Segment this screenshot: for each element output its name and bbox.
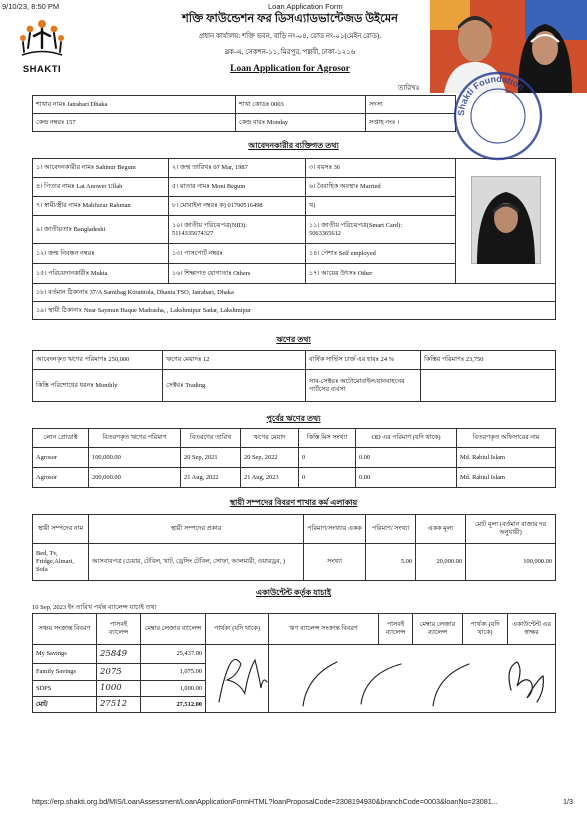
table-cell: 0.00 [356,468,457,488]
week-number-field [366,114,456,132]
field-label: কেন্দ্র বারঃ [239,118,266,126]
column-header: স্থায়ী সম্পদের প্রকার [89,515,304,544]
field-value: 5063365612 [309,229,341,237]
heading-text: আবেদনকারীর ব্যক্তিগত তথ্য [248,141,339,150]
column-header: বিতরণকৃত ঋণের পরিমাণ [89,429,181,448]
field-value: 157 [65,118,76,126]
branch-info-table [32,95,456,132]
field-value: 24 % [380,356,394,363]
field-label: ঋণের মেয়াদঃ [166,356,202,363]
field-value: । [396,118,400,126]
field-label: সদস্য [369,100,383,108]
field-label: ১৫। পরিচয়দানকারীঃ [36,269,90,277]
field-label: খ) [309,202,316,209]
heading-text: পুর্বের ঋণের তথ্য [266,414,321,423]
field-value: 07 Mar, 1987 [213,164,248,171]
table-cell: Agrosor [33,468,89,488]
table-cell: আসবাবপত্র (চেয়ার, টেবিল, খাট, ড্রেসিং টেবিল, সোফা, আলমারী, ওয়ারড্রব, ) [89,544,304,581]
field-label: ১৯। স্থায়ী ঠিকানাঃ [36,306,83,314]
field-label: ১১। জাতীয় পরিচয়পত্র(Smart Card): [309,221,402,229]
table-cell: 200,000.00 [89,468,181,488]
birth-registration-field [33,244,169,264]
field-value: Self employed [338,249,376,257]
ledger-balance: 25,437.00 [141,645,206,664]
heading-text: স্থায়ী সম্পদের বিবরণ শাখার কর্ম এলাকায় [229,498,358,507]
shakti-figures-icon [18,18,66,58]
table-cell: সংখ্যা [304,544,366,581]
loan-info-heading [32,334,555,347]
verification-date-line: 10 Sep, 2023 ইং তারিখ পর্যন্ত ব্যালেন্স যাচাই তথ্য [32,604,157,611]
field-label: সেক্টরঃ [166,381,184,389]
field-label: সাব-সেক্টরঃ [309,377,339,385]
column-header: ঋণ ব্যালেন্স সংক্রান্ত বিবরণ [269,614,379,645]
table-cell: 0 [299,448,356,468]
column-header: স্থায়ী সম্পদের নাম [33,515,89,544]
previous-loans-heading [32,413,555,426]
field-label: শাখা কোডঃ [239,100,270,108]
field-label: ১৩। পাসপোর্ট নম্বরঃ [172,249,223,257]
present-address-field [33,284,556,302]
table-cell: 100,000.00 [466,544,556,581]
check-curve-3 [433,664,469,706]
field-value: Monthly [95,381,118,389]
column-header: পরিমাণ/সংখ্যার একক [304,515,366,544]
field-value: 250,000 [108,356,130,363]
column-header: পরিমাণ/ সংখ্যা [366,515,416,544]
field-value: 5114335674327 [172,229,214,237]
verification-heading [32,587,555,600]
print-page-title: Loan Application Form [268,2,343,11]
shakti-foundation-stamp [452,70,544,162]
applied-amount-field [33,351,163,370]
field-label: আবেদনকৃত ঋণের পরিমাণঃ [36,356,107,363]
column-header: মেম্বার লেজার ব্যালেন্স [413,614,463,645]
field-value: Bangladeshi [73,225,106,233]
installment-amount-field [421,351,556,370]
field-label: ৬। বৈবাহিক অবস্থাঃ [309,183,359,190]
field-value: Moni Begum [211,183,246,190]
empty-cell [421,370,556,402]
loan-info-table [32,350,556,402]
applicant-name-field [33,159,169,178]
field-label: ১৬। শিক্ষাগত যোগ্যতাঃ [172,269,232,277]
column-header: কিস্তি মিস সংখ্যা [299,429,356,448]
field-label: কিস্তি পরিশোধের ধরনঃ [36,381,94,389]
org-address-line1: প্রধান কার্যালয়: শক্তি ভবন, বাড়ি নং-০৪, রোড নং-০১(মেইন রোড). [198,32,382,40]
field-value: Mahfuzur Rahman [82,202,131,209]
column-header: পাসবই ব্যালেন্স [97,614,141,645]
field-label: ১৭। আয়ের উৎসঃ [309,269,357,277]
field-value: অটোমোবাইল/যানবাহনের পার্টসের ব্যবসা [309,377,405,393]
table-cell: 0 [299,468,356,488]
column-header: মেম্বার লেজার ব্যালেন্স [141,614,206,645]
field-label: ১২। জন্ম নিবন্ধন নম্বরঃ [36,249,95,257]
field-value: 37/A Samibag Koratitola, Dhania TSO, Jatrabari, Dhaka [89,288,234,296]
field-label: ৫। মাতার নামঃ [172,183,210,190]
service-charge-field [306,351,421,370]
table-row [33,448,556,468]
savings-name: SDPS [33,681,97,697]
personal-info-table [32,158,556,320]
field-label: বার্ষিক সার্ভিস চার্জ এর হারঃ [309,356,380,363]
column-header: মোট মূল্য (বর্তমান বাজার দর অনুযায়ী) [466,515,556,544]
field-value: Other [357,269,373,277]
column-header: বিতরণের তারিখ [181,429,241,448]
savings-total-label: মোট [33,697,97,713]
table-cell: 100,000.00 [89,448,181,468]
table-cell: Agrosor [33,448,89,468]
field-value: Trading [185,381,206,389]
field-value: Others [233,269,251,277]
assets-table [32,514,556,581]
footer-page-number: 1/3 [563,797,573,806]
stamp-text: Shakti Foundation [455,73,527,117]
mother-name-field [169,178,306,197]
field-value: Near Saymun Haque Madrasha, , Lakshmipur Sadar, Lakshmipur [83,306,251,314]
field-label: ১০। জাতীয় পরিচয়পত্র(NID): [172,221,248,229]
branch-name-field [33,96,236,114]
table-cell: 20 Sep, 2022 [241,448,299,468]
birth-date-field [169,159,306,178]
sector-field [163,370,306,402]
mobile-number-b-field [306,197,456,216]
table-row [33,468,556,488]
field-value: 12 [202,356,210,363]
heading-text: ঋণের তথ্য [276,335,311,344]
previous-loans-table [32,428,556,488]
column-header: সঞ্চয় সংক্রান্ত বিবরণ [33,614,97,645]
loan-duration-field [163,351,306,370]
ledger-balance: 1,075.00 [141,664,206,681]
heading-text: একাউন্টেন্ট কর্তৃক যাচাই [256,588,331,597]
date-label: তারিখঃ [398,84,420,92]
field-label: ৭। স্বামী/স্ত্রীর নামঃ [36,202,81,209]
column-header: পার্থক্য (যদি থাকে) [206,614,269,645]
logo-text: SHAKTI [22,64,62,75]
mobile-number-a-field [169,197,306,216]
field-label: শাখার নামঃ [36,100,66,108]
occupation-field [306,244,456,264]
print-datetime: 9/10/23, 8:50 PM [2,2,60,11]
field-label: কেন্দ্র নম্বরঃ [36,118,65,126]
table-cell: Bed, Tv, Fridge,Almari, Sofa [33,544,89,581]
field-label: ৩। বয়সঃ [309,164,332,171]
shakti-logo [18,18,66,80]
applicant-photo [471,176,541,264]
marital-status-field [306,178,456,197]
column-header: বিতরণকৃত অফিসারের নাম [457,429,556,448]
column-header: পার্থক্য (যদি থাকে) [463,614,508,645]
passport-field [169,244,306,264]
nid-field [169,216,306,244]
permanent-address-field [33,302,556,320]
field-label: ১৪। পেশাঃ [309,249,338,257]
table-cell: 20 Sep, 2021 [181,448,241,468]
column-header: পাসবই ব্যালেন্স [379,614,413,645]
table-cell: 21 Aug, 2022 [181,468,241,488]
income-source-field [306,264,456,284]
org-address-line2: ব্লক-এ, সেকশন-১১, মিরপুর, পল্লবী, ঢাকা-১২১৬ [224,48,356,56]
education-field [169,264,306,284]
field-label: ৪। পিতার নামঃ [36,183,75,190]
field-label: ৮। মোবাইল নম্বরঃ ক) [172,202,226,209]
column-header: একক মূল্য [416,515,466,544]
table-cell: 20,000.00 [416,544,466,581]
field-value: 0003 [270,100,284,108]
check-curve-2 [361,664,401,704]
footer-url: https://erp.shakti.org.bd/MIS/LoanAssessment/LoanApplicationFormHTML?loanProposalCode=2308194930&branchCode=0003&loanNo=23081... [32,797,498,806]
column-header: একাউন্টেন্ট এর স্বাক্ষর [508,614,556,645]
field-label: কিস্তির পরিমাণঃ [424,356,465,363]
member-field [366,96,456,114]
savings-name: My Savings [33,645,97,664]
field-value: Jatrabari Dhaka [67,100,108,108]
field-value: Lat Anower Ullah [76,183,123,190]
table-header-row [33,614,556,645]
table-header-row [33,515,556,544]
field-value: 23,750 [465,356,484,363]
introducer-field [33,264,169,284]
applicant-photo-cell [456,159,556,284]
accountant-signature [509,662,543,702]
branch-code-field [236,96,366,114]
table-cell: 5.00 [366,544,416,581]
passbook-balance-handwritten: 1000 [97,681,141,697]
passbook-balance-handwritten: 25849 [97,645,141,664]
spouse-name-field [33,197,169,216]
smart-card-field [306,216,456,244]
father-name-field [33,178,169,197]
check-curve-1 [303,662,337,706]
difference-scribble [219,659,267,702]
field-value: 01790516498 [227,202,263,209]
field-value: Married [360,183,381,190]
ledger-balance-total: 27,512.00 [141,697,206,713]
field-value: 36 [333,164,340,171]
field-label: ১। আবেদনকারীর নামঃ [36,164,95,171]
ledger-balance: 1,000.00 [141,681,206,697]
field-value: Mukta [90,269,108,277]
form-title: Loan Application for Agrosor [230,64,350,74]
field-label: ২। জন্ম তারিখঃ [172,164,212,171]
passbook-balance-handwritten: 2075 [97,664,141,681]
center-number-field [33,114,236,132]
field-label: ১৮। বর্তমান ঠিকানাঃ [36,288,88,296]
field-label: সপ্তাহ নংঃ [369,118,396,126]
table-cell: Md. Rabiul Islam [457,448,556,468]
center-day-field [236,114,366,132]
sub-sector-field [306,370,421,402]
table-cell: Md. Rabiul Islam [457,468,556,488]
nationality-field [33,216,169,244]
repayment-type-field [33,370,163,402]
table-row [33,544,556,581]
savings-name: Family Savings [33,664,97,681]
handwritten-marks [205,646,555,710]
column-header: OD এর পরিমাণ (যদি থাকে) [356,429,457,448]
table-cell: 0.00 [356,448,457,468]
age-field [306,159,456,178]
field-value: Sahinur Begum [95,164,136,171]
column-header: লোন প্রোডাক্ট [33,429,89,448]
table-header-row [33,429,556,448]
assets-heading [32,497,555,510]
field-value: Monday [266,118,289,126]
passbook-balance-handwritten: 27512 [97,697,141,713]
org-name: শক্তি ফাউন্ডেশন ফর ডিসএ্যাডভান্টেজড উইমেন [181,13,399,25]
column-header: ঋণের মেয়াদ [241,429,299,448]
field-label: ৯। জাতীয়তাঃ [36,225,73,233]
table-cell: 21 Aug, 2023 [241,468,299,488]
